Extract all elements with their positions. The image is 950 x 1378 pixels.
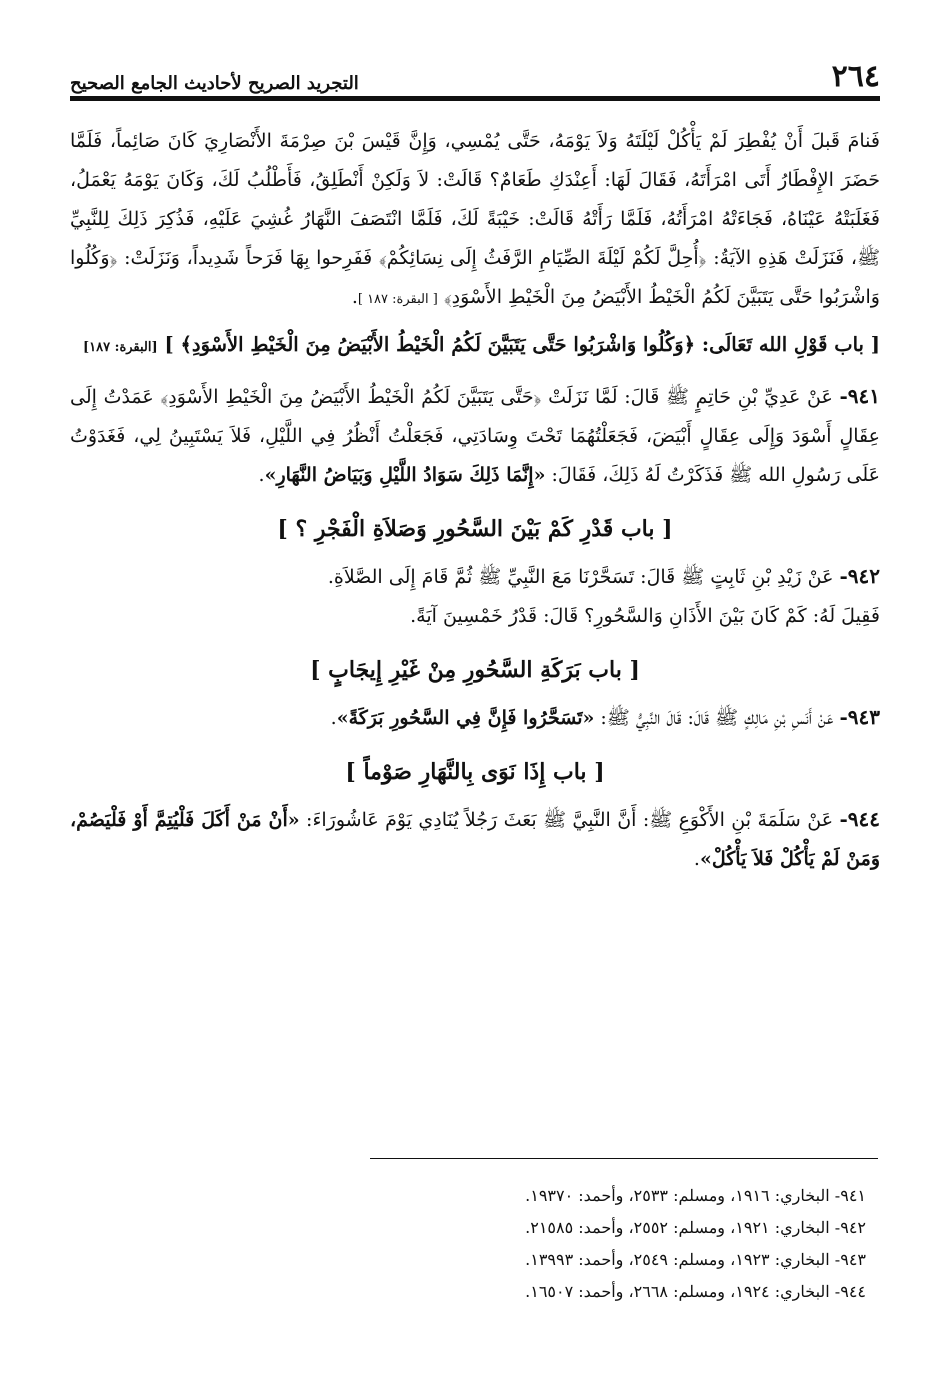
chapter-heading-4: [ باب إِذَا نَوَى بِالنَّهَارِ صَوْماً ] bbox=[345, 759, 605, 785]
hadith-number: ٩٤٤- bbox=[839, 807, 880, 831]
quran-quote: ﴿أُحِلَّ لَكُمْ لَيْلَةَ الصِّيَامِ الرَّفَثُ إِلَى نِسَائِكُمْ﴾ bbox=[378, 247, 707, 269]
quran-quote-2: ﴿وَكُلُوا وَاشْرَبُوا حَتَّى يَتَبَيَّنَ لَكُمُ الْخَيْطُ الأَبْيَضُ مِنَ الْخَيْطِ الأَسْوَدِ﴾ bbox=[70, 247, 880, 308]
footnote-943: ٩٤٣- البخاري: ١٩٢٣، ومسلم: ٢٥٤٩، وأحمد: ١٣٩٩٣. bbox=[525, 1250, 866, 1269]
hadith-944 bbox=[70, 800, 880, 879]
main-text bbox=[70, 122, 880, 879]
chapter-open: [ باب قَوْلِ الله تَعَالَى: bbox=[701, 333, 880, 356]
intro-text-2: فَفَرِحوا بِهَا فَرَحاً شَدِيداً، وَنَزَلَتْ: bbox=[124, 247, 373, 269]
punct: . bbox=[330, 707, 337, 729]
hadith-quote: «أَنْ مَنْ أَكَلَ فَلْيُتِمَّ أَوْ فَلْيَصُمْ، وَمَنْ لَمْ يَأْكُلْ فَلاَ يَأْكُلْ» bbox=[70, 809, 880, 870]
running-title: التجريد الصريح لأحاديث الجامع الصحيح bbox=[70, 73, 359, 94]
punct: . bbox=[351, 286, 358, 308]
hadith-quote: «تَسَحَّرُوا فَإِنَّ فِي السَّحُورِ بَرَكَةً» bbox=[336, 707, 595, 729]
chapter-heading-3: [ باب بَرَكَةِ السَّحُورِ مِنْ غَيْرِ إِيجَابٍ ] bbox=[310, 657, 640, 683]
chapter-heading-2: [ باب قَدْرِ كَمْ بَيْنَ السَّحُورِ وَصَلاَةِ الْفَجْرِ ؟ ] bbox=[277, 516, 673, 542]
chapter-reference: [البقرة: ١٨٧] bbox=[83, 340, 158, 355]
hadith-943 bbox=[70, 698, 880, 738]
hadith-942-cont bbox=[70, 597, 880, 636]
punct: . bbox=[258, 464, 265, 486]
footnote-separator bbox=[370, 1158, 878, 1159]
page-number: ٢٦٤ bbox=[831, 59, 880, 94]
hadith-quote: «إِنَّمَا ذَلِكَ سَوَادُ اللَّيْلِ وَبَيَاضُ النَّهَارِ» bbox=[264, 464, 546, 486]
hadith-number: ٩٤٣- bbox=[839, 705, 880, 729]
hadith-text-2: عَمَدْتُ إِلَى عِقَالٍ أَسْوَدَ وَإِلَى عِقَالٍ أَبْيَضَ، فَجَعَلْتُهُمَا تَحْتَ وِسَادَتِي، فَجَعَلْتُ أَنْظُرُ فِي اللَّيْلِ، فَلاَ يَسْتَبِينُ لِي، فَغَدَوْتُ عَلَى رَسُولِ الله ﷺ فَذَكَرْتُ لَهُ ذَلِكَ، فَقَالَ: bbox=[70, 386, 880, 486]
header-rule bbox=[70, 96, 880, 101]
page-header bbox=[70, 48, 880, 94]
header-bar bbox=[70, 48, 880, 94]
punct: . bbox=[693, 848, 700, 870]
hadith-text-2: فَقِيلَ لَهُ: كَمْ كَانَ بَيْنَ الأَذَانِ وَالسَّحُورِ؟ قَالَ: قَدْرُ خَمْسِينَ آيَةً. bbox=[410, 605, 880, 627]
footnote-941: ٩٤١- البخاري: ١٩١٦، ومسلم: ٢٥٣٣، وأحمد: ١٩٣٧٠. bbox=[525, 1186, 866, 1205]
chapter-quran: ﴿وَكُلُوا وَاشْرَبُوا حَتَّى يَتَبَيَّنَ لَكُمُ الْخَيْطُ الأَبْيَضُ مِنَ الْخَيْطِ الأَسْوَدِ﴾ bbox=[180, 333, 696, 356]
hadith-942 bbox=[70, 557, 880, 597]
hadith-number: ٩٤٢- bbox=[839, 564, 880, 588]
hadith-text: عَنْ عَدِيِّ بْنِ حَاتِمٍ ﷺ قَالَ: لَمَّا نَزَلَتْ bbox=[548, 386, 833, 408]
hadith-text: عَنْ سَلَمَةَ بْنِ الأَكْوَعِ ﷺ: أَنَّ النَّبِيَّ ﷺ بَعَثَ رَجُلاً يُنَادِي يَوْمَ عَاشُورَاءَ: bbox=[306, 809, 834, 831]
footnote-944: ٩٤٤- البخاري: ١٩٢٤، ومسلم: ٢٦٦٨، وأحمد: ١٦٥٠٧. bbox=[525, 1282, 866, 1301]
hadith-941 bbox=[70, 377, 880, 495]
footnotes bbox=[525, 1180, 866, 1308]
hadith-text: عَنْ أَنَسِ بْنِ مَالِكٍ ﷺ قَالَ: قَالَ النَّبِيُّ ﷺ: bbox=[600, 707, 834, 729]
quran-reference: [ البقرة: ١٨٧ ] bbox=[357, 292, 438, 307]
hadith-text: عَنْ زَيْدِ بْنِ ثَابِتٍ ﷺ قَالَ: تَسَحَّرْنَا مَعَ النَّبِيِّ ﷺ ثُمَّ قَامَ إِلَى الصَّلاَةِ. bbox=[327, 566, 834, 588]
intro-paragraph bbox=[70, 122, 880, 319]
intro-text: فَنامَ قَبلَ أَنْ يُفْطِرَ لَمْ يَأْكُلْ لَيْلَتَهُ وَلاَ يَوْمَهُ، حَتَّى يُمْسِي، وَإِنَّ قَيْسَ بْنَ صِرْمَةَ الأَنْصَارِيَ كَانَ صَائِماً، فَلَمَّا حَضَرَ الإِفْطَارُ أَتَى امْرَأَتَهُ، فَقَالَ لَهَا: أَعِنْدَكِ طَعَامٌ؟ قَالَتْ: لاَ وَلَكِنْ أَنْطَلِقُ، فَأَطْلُبُ لَكَ، وَكَانَ يَوْمَهُ يَعْمَلُ، فَغَلَبَتْهُ عَيْنَاهُ، فَجَاءَتْهُ امْرَأَتُهُ، فَلَمَّا رَأَتْهُ قَالَتْ: خَيْبَةً لَكَ، فَلَمَّا انْتَصَفَ النَّهَارُ غُشِيَ عَلَيْهِ، فَذُكِرَ ذَلِكَ لِلنَّبِيِّ ﷺ، فَنَزَلَتْ هَذِهِ الآيَةُ: bbox=[70, 130, 881, 269]
hadith-number: ٩٤١- bbox=[839, 384, 880, 408]
chapter-close: ] bbox=[164, 333, 174, 356]
hadith-quran: ﴿حَتَّى يَتَبَيَّنَ لَكُمُ الْخَيْطُ الأَبْيَضُ مِنَ الْخَيْطِ الأَسْوَدِ﴾ bbox=[160, 386, 542, 408]
footnote-942: ٩٤٢- البخاري: ١٩٢١، ومسلم: ٢٥٥٢، وأحمد: ٢١٥٨٥. bbox=[525, 1218, 866, 1237]
chapter-heading-1 bbox=[70, 325, 880, 367]
